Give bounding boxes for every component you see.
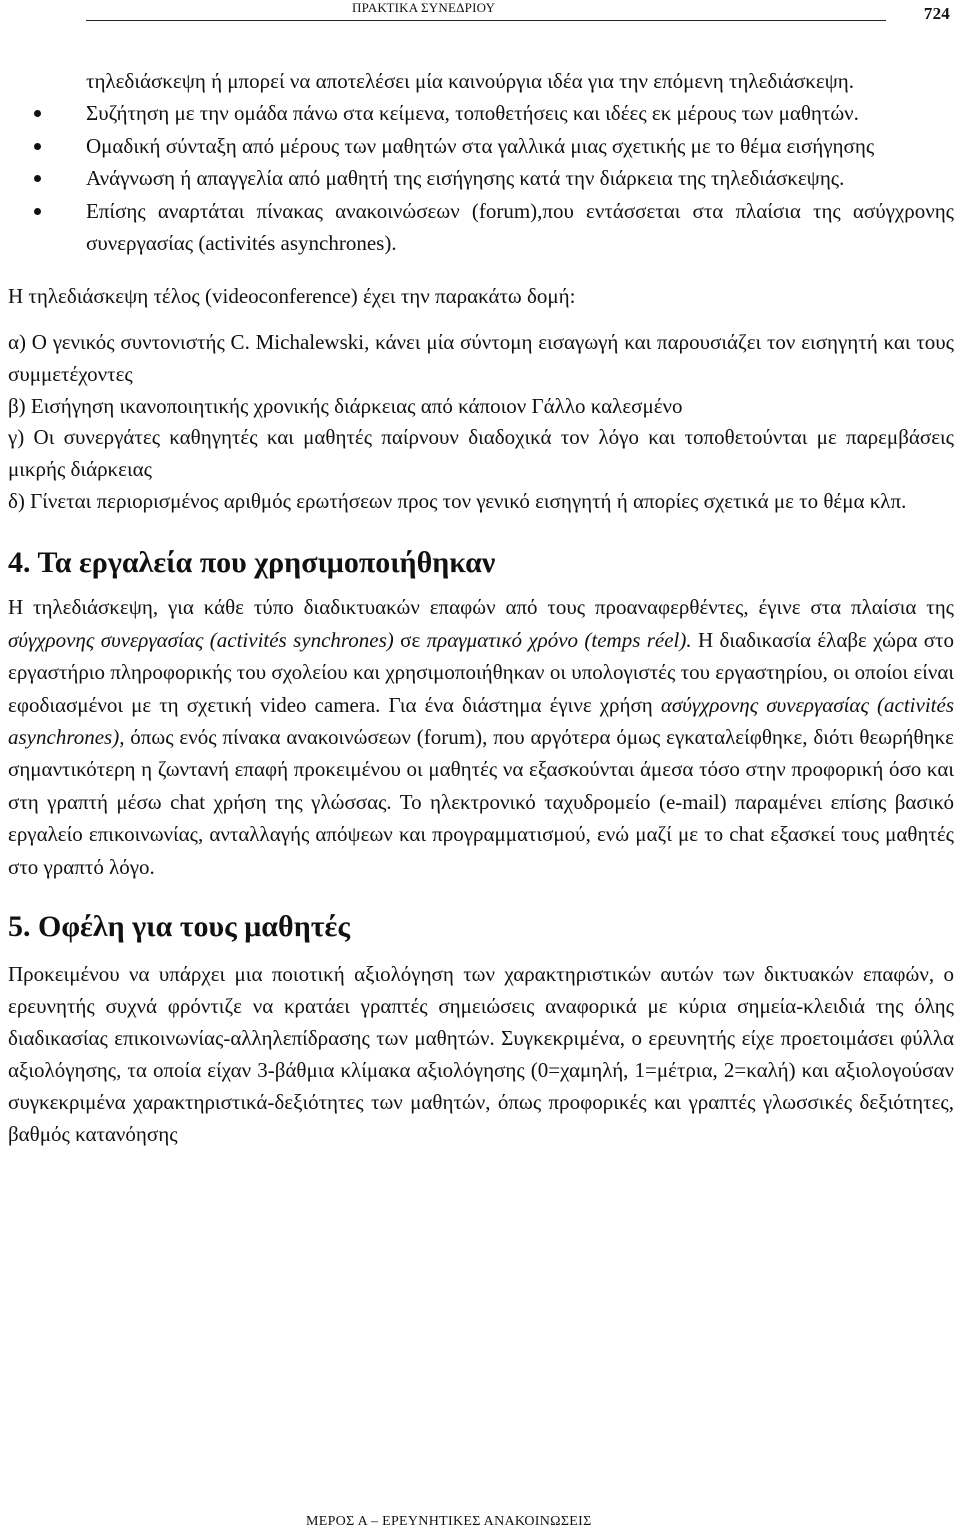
list-item-text: Επίσης αναρτάται πίνακας ανακοινώσεων (forum),που εντάσσεται στα πλαίσια της ασύγχρονης συνεργασίας (activités asynchrones).	[86, 198, 954, 256]
running-header	[0, 0, 960, 23]
page-body	[8, 65, 954, 1150]
bullet-icon	[34, 143, 41, 150]
header-rule	[86, 20, 886, 21]
list-item-text: Συζήτηση με την ομάδα πάνω στα κείμενα, τοποθετήσεις και ιδέες εκ μέρους των μαθητών.	[86, 101, 859, 126]
running-title: ΠΡΑΚΤΙΚΑ ΣΥΝΕΔΡΙΟΥ	[352, 0, 496, 15]
activity-bullet-list	[8, 65, 954, 259]
bullet-icon	[34, 175, 41, 182]
section-4-text: σε	[393, 627, 427, 652]
section-4-text: Η τηλεδιάσκεψη, για κάθε τύπο διαδικτυακών επαφών από τους προαναφερθέντες, έγινε στα πλαίσια της	[8, 595, 954, 620]
list-item	[86, 130, 954, 162]
structure-item-d: δ) Γίνεται περιορισμένος αριθμός ερωτήσεων προς τον γενικό εισηγητή ή απορίες σχετικά με το θέμα κλπ.	[8, 488, 907, 513]
page-number: 724	[923, 4, 950, 23]
section-4-text: Η διαδικασία έλαβε χώρα στο εργαστήριο πληροφορικής του σχολείου και χρησιμοποιήθηκαν οι υπολογιστές του εργαστηρίου, οι οποίοι είναι εφοδιασμένοι με τη σχετική video camera. Για ένα διάστημα έγινε χρήση	[8, 627, 954, 717]
bullet-icon	[34, 208, 41, 215]
section-4-text: όπως ενός πίνακα ανακοινώσεων (forum), που αργότερα όμως εγκαταλείφθηκε, διότι θεωρήθηκε σημαντικότερη η ζωντανή επαφή προκειμένου οι μαθητές να εξασκούνται άμεσα τόσο στην προφορική όσο και στη γραπτή μέσω chat χρήση της γλώσσας. Το ηλεκτρονικό ταχυδρομείο (e-mail) παραμένει επίσης βασικό εργαλείο επικοινωνίας, ανταλλαγής απόψεων και προγραμματισμού, ενώ μαζί με το chat εξασκεί τους μαθητές στο γραπτό λόγο.	[8, 724, 954, 879]
section-4-body	[8, 591, 954, 883]
structure-item-b: β) Εισήγηση ικανοποιητικής χρονικής διάρκειας από κάποιον Γάλλο καλεσμένο	[8, 393, 683, 418]
list-item	[86, 97, 954, 129]
structure-intro: Η τηλεδιάσκεψη τέλος (videoconference) έχει την παρακάτω δομή:	[8, 284, 576, 309]
section-4-heading: 4. Τα εργαλεία που χρησιμοποιήθηκαν	[8, 546, 496, 580]
structure-item-c: γ) Οι συνεργάτες καθηγητές και μαθητές παίρνουν διαδοχικά τον λόγο και τοποθετούνται με παρεμβάσεις μικρής διάρκειας	[8, 425, 954, 481]
bullet-icon	[34, 110, 41, 117]
section-5-body: Προκειμένου να υπάρχει μια ποιοτική αξιολόγηση των χαρακτηριστικών αυτών των δικτυακών επαφών, ο ερευνητής συχνά φρόντιζε να κρατάει γραπτές σημειώσεις αναφορικά με κύρια σημεία-κλειδιά της όλης διαδικασίας επικοινωνίας-αλληλεπίδρασης των μαθητών. Συγκεκριμένα, ο ερευνητής είχε προετοιμάσει φύλλα αξιολόγησης, τα οποία είχαν 3-βάθμια κλίμακα αξιολόγησης (0=χαμηλή, 1=μέτρια, 2=καλή) και αξιολογούσαν συγκεκριμένα χαρακτηριστικά-δεξιότητες των μαθητών, όπως προφορικές και γραπτές γλωσσικές δεξιότητες, βαθμός κατανόησης	[8, 962, 954, 1146]
list-item	[86, 195, 954, 260]
structure-item-a: α) Ο γενικός συντονιστής C. Michalewski, κάνει μία σύντομη εισαγωγή και παρουσιάζει τον εισηγητή και τους συμμετέχοντες	[8, 330, 954, 386]
list-item	[86, 162, 954, 194]
section-5-heading: 5. Οφέλη για τους μαθητές	[8, 910, 351, 944]
list-item-continuation	[86, 65, 954, 97]
section-4-italic-text: ασύγχρονης συνεργασίας (activités asynchrones),	[8, 692, 954, 749]
list-item-text: Ομαδική σύνταξη από μέρους των μαθητών στα γαλλικά μιας σχετικής με το θέμα εισήγησης	[86, 133, 875, 158]
list-item-text: Ανάγνωση ή απαγγελία από μαθητή της εισήγησης κατά την διάρκεια της τηλεδιάσκεψης.	[86, 166, 845, 191]
section-4-italic-text: πραγματικό χρόνο (temps réel).	[426, 627, 692, 652]
running-footer: ΜΕΡΟΣ Α – ΕΡΕΥΝΗΤΙΚΕΣ ΑΝΑΚΟΙΝΩΣΕΙΣ	[306, 1514, 592, 1529]
section-4-italic-text: σύγχρονης συνεργασίας (activités synchrones)	[8, 627, 394, 652]
continuation-text: τηλεδιάσκεψη ή μπορεί να αποτελέσει μία καινούργια ιδέα για την επόμενη τηλεδιάσκεψη.	[86, 69, 855, 93]
